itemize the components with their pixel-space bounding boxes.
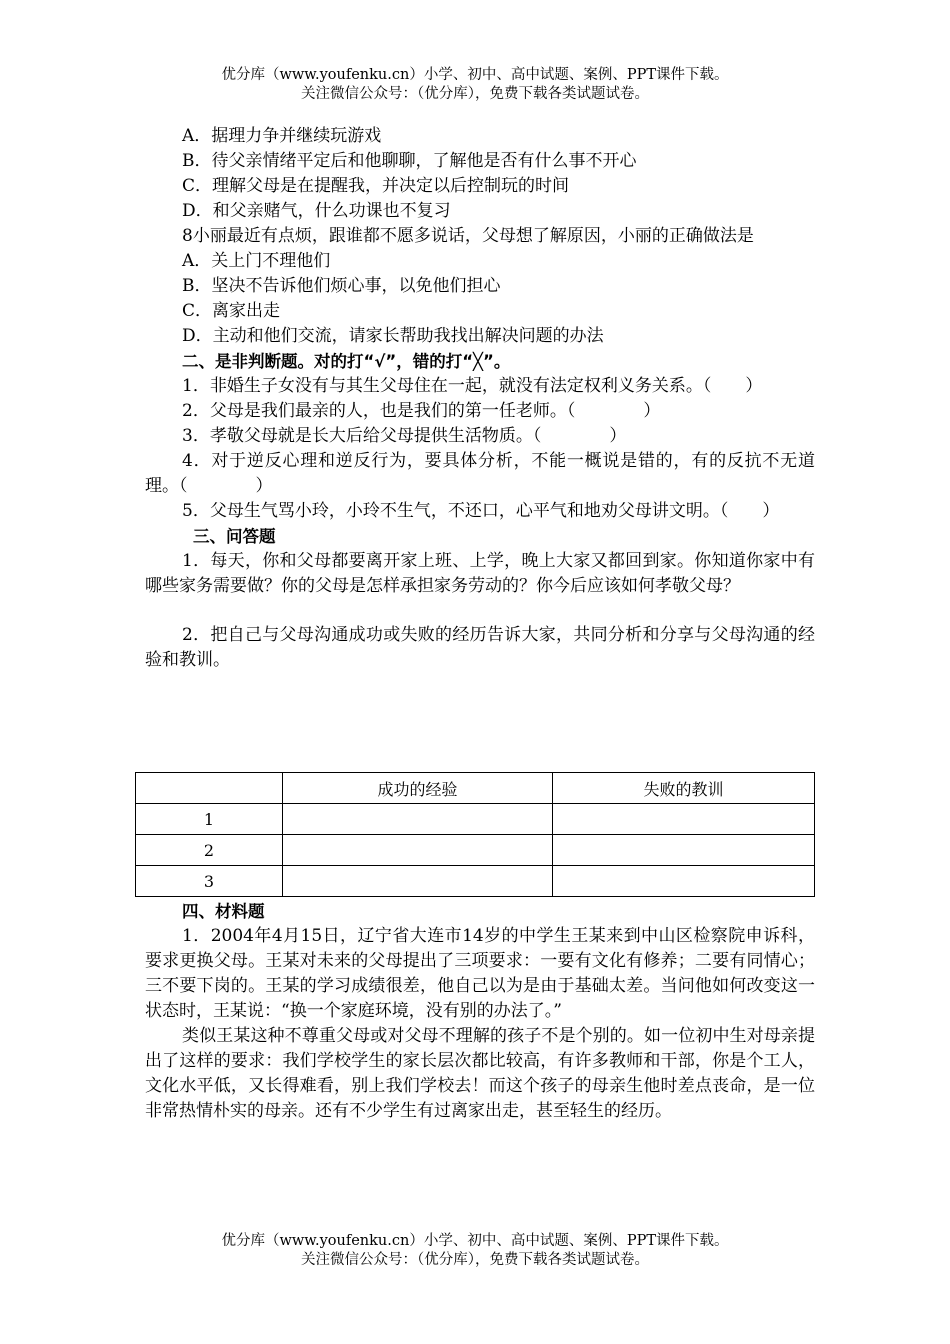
judgement-item-5: 5．父母生气骂小玲，小玲不生气，不还口，心平气和地劝父母讲文明。（ ） <box>182 501 780 521</box>
footer-line-1: 优分库（www.youfenku.cn）小学、初中、高中试题、案例、PPT课件下载。 <box>221 1233 729 1249</box>
table-header-cell: 成功的经验 <box>283 773 553 804</box>
section4-title: 四、材料题 <box>182 902 265 921</box>
section3-title: 三、问答题 <box>193 527 276 546</box>
q7-option-c: C．理解父母是在提醒我，并决定以后控制玩的时间 <box>182 176 570 196</box>
judgement-item-1: 1．非婚生子女没有与其生父母住在一起，就没有法定权利义务关系。（ ） <box>182 376 763 396</box>
page-footer <box>0 1232 950 1270</box>
q8-option-c: C．离家出走 <box>182 301 281 321</box>
judgement-item-3: 3．孝敬父母就是长大后给父母提供生活物质。（ ） <box>182 426 627 446</box>
material-paragraph-1: 1．2004年4月15日，辽宁省大连市14岁的中学生王某来到中山区检察院申诉科，要求更换父母。王某对未来的父母提出了三项要求：一要有文化有修养；二要有同情心；三不要下岗的。王某的学习成绩很差，他自己以为是由于基础太差。当问他如何改变这一状态时，王某说：“换一个家庭环境，没有别的办法了。” <box>145 926 815 1021</box>
qa-question-2: 2．把自己与父母沟通成功或失败的经历告诉大家，共同分析和分享与父母沟通的经验和教训。 <box>145 625 815 670</box>
judgement-item-2: 2．父母是我们最亲的人，也是我们的第一任老师。（ ） <box>182 401 661 421</box>
table-cell[interactable] <box>553 835 815 866</box>
table-header-cell <box>136 773 283 804</box>
judgement-item-4: 4．对于逆反心理和逆反行为，要具体分析，不能一概说是错的，有的反抗不无道理。（ ） <box>145 451 815 496</box>
document-body <box>145 124 815 673</box>
header-line-1: 优分库（www.youfenku.cn）小学、初中、高中试题、案例、PPT课件下载。 <box>221 67 729 83</box>
experience-table <box>135 772 815 897</box>
table-cell[interactable] <box>553 804 815 835</box>
table-row <box>136 835 815 866</box>
q8-option-b: B．坚决不告诉他们烦心事，以免他们担心 <box>182 276 501 296</box>
qa-question-1: 1．每天，你和父母都要离开家上班、上学，晚上大家又都回到家。你知道你家中有哪些家务需要做？你的父母是怎样承担家务劳动的？你今后应该如何孝敬父母？ <box>145 551 815 596</box>
section2-title: 二、是非判断题。对的打“√”，错的打“╳”。 <box>182 352 511 371</box>
table-cell: 1 <box>136 804 283 835</box>
q7-option-b: B．待父亲情绪平定后和他聊聊，了解他是否有什么事不开心 <box>182 151 637 171</box>
table-cell[interactable] <box>283 866 553 897</box>
table-cell[interactable] <box>553 866 815 897</box>
q7-option-a: A．据理力争并继续玩游戏 <box>182 126 382 146</box>
header-line-2: 关注微信公众号：（优分库），免费下载各类试题试卷。 <box>301 86 649 102</box>
table-header-row <box>136 773 815 804</box>
q8-option-d: D．主动和他们交流，请家长帮助我找出解决问题的办法 <box>182 326 604 346</box>
table-cell[interactable] <box>283 835 553 866</box>
q8-option-a: A．关上门不理他们 <box>182 251 331 271</box>
q7-option-d: D．和父亲赌气，什么功课也不复习 <box>182 201 451 221</box>
table-row <box>136 804 815 835</box>
table-cell: 2 <box>136 835 283 866</box>
footer-line-2: 关注微信公众号：（优分库），免费下载各类试题试卷。 <box>301 1252 649 1268</box>
section4 <box>145 899 815 1124</box>
page-header <box>0 66 950 104</box>
table-header-cell: 失败的教训 <box>553 773 815 804</box>
table-cell: 3 <box>136 866 283 897</box>
table-row <box>136 866 815 897</box>
table-cell[interactable] <box>283 804 553 835</box>
material-paragraph-2: 类似王某这种不尊重父母或对父母不理解的孩子不是个别的。如一位初中生对母亲提出了这样的要求：我们学校学生的家长层次都比较高，有许多教师和干部，你是个工人，文化水平低，又长得难看，别上我们学校去！而这个孩子的母亲生他时差点丧命，是一位非常热情朴实的母亲。还有不少学生有过离家出走，甚至轻生的经历。 <box>145 1026 815 1121</box>
q8-stem: 8小丽最近有点烦，跟谁都不愿多说话，父母想了解原因，小丽的正确做法是 <box>182 226 754 246</box>
